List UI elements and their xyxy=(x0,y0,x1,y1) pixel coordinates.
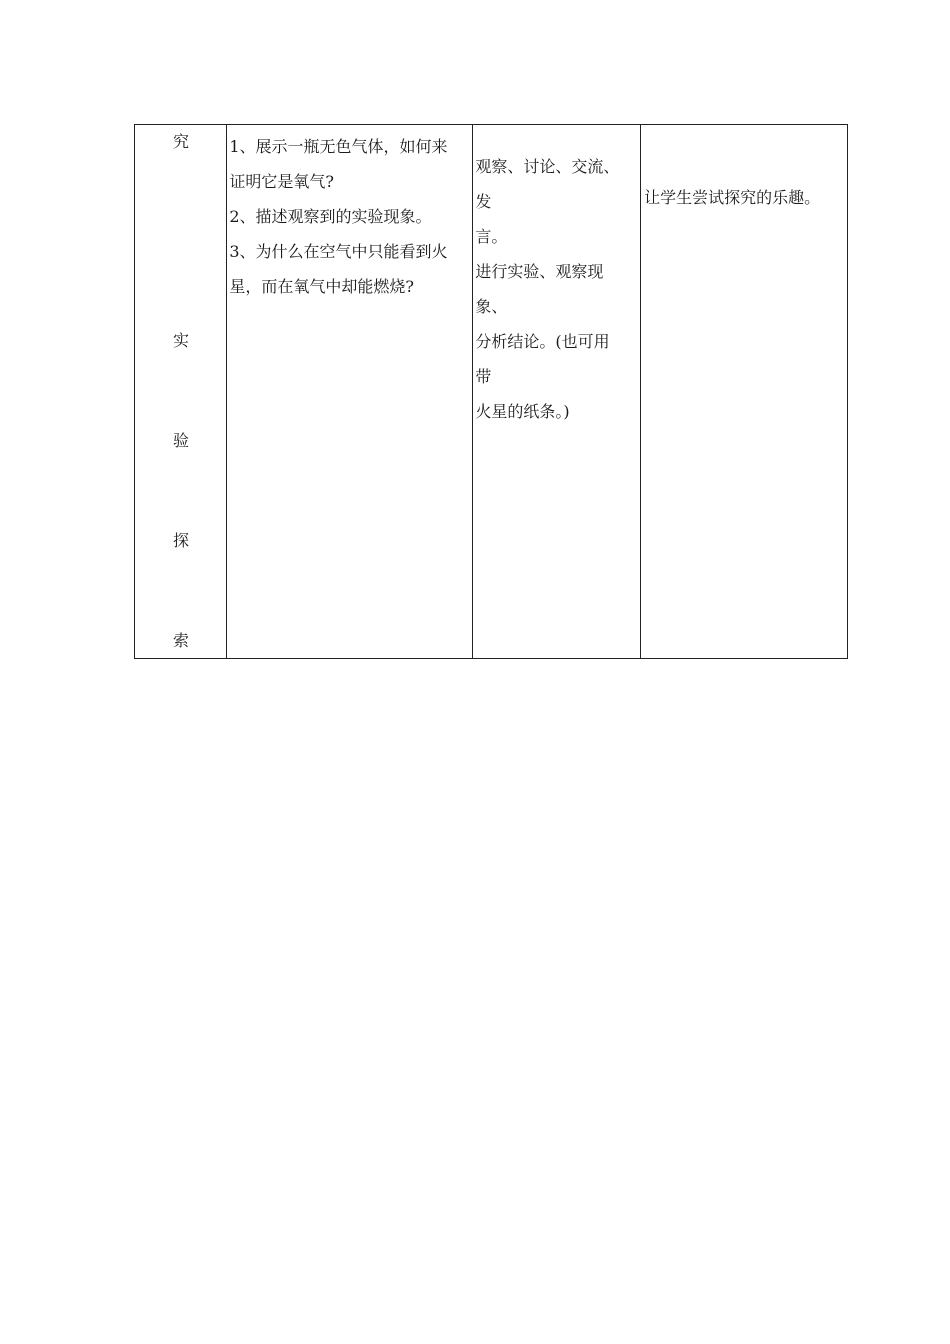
section-label-cell xyxy=(135,125,227,659)
student-line: 发 xyxy=(475,192,492,211)
student-line: 进行实验、观察现 xyxy=(475,262,604,281)
section-char: 索 xyxy=(172,631,189,650)
teacher-line: 2、描述观察到的实验现象。 xyxy=(229,207,432,226)
teacher-activity-cell xyxy=(227,125,473,659)
lesson-table xyxy=(134,124,848,659)
section-char: 实 xyxy=(172,331,189,350)
teacher-line: 证明它是氧气? xyxy=(229,172,334,191)
design-purpose-cell xyxy=(641,125,848,659)
student-line: 带 xyxy=(475,367,492,386)
student-line: 分析结论。(也可用 xyxy=(475,332,610,351)
section-char: 究 xyxy=(172,132,189,151)
section-char: 验 xyxy=(172,431,189,450)
section-char: 探 xyxy=(172,531,189,550)
purpose-text: 让学生尝试探究的乐趣。 xyxy=(644,188,821,207)
student-line: 言。 xyxy=(475,227,508,246)
table-row xyxy=(135,125,848,659)
teacher-line: 1、展示一瓶无色气体，如何来 xyxy=(229,137,448,156)
teacher-line: 3、为什么在空气中只能看到火 xyxy=(229,242,448,261)
student-activity-cell xyxy=(473,125,641,659)
student-line: 火星的纸条。) xyxy=(475,402,570,421)
teacher-line: 星，而在氧气中却能燃烧? xyxy=(229,277,414,296)
student-line: 观察、讨论、交流、 xyxy=(475,157,620,176)
student-line: 象、 xyxy=(475,297,508,316)
